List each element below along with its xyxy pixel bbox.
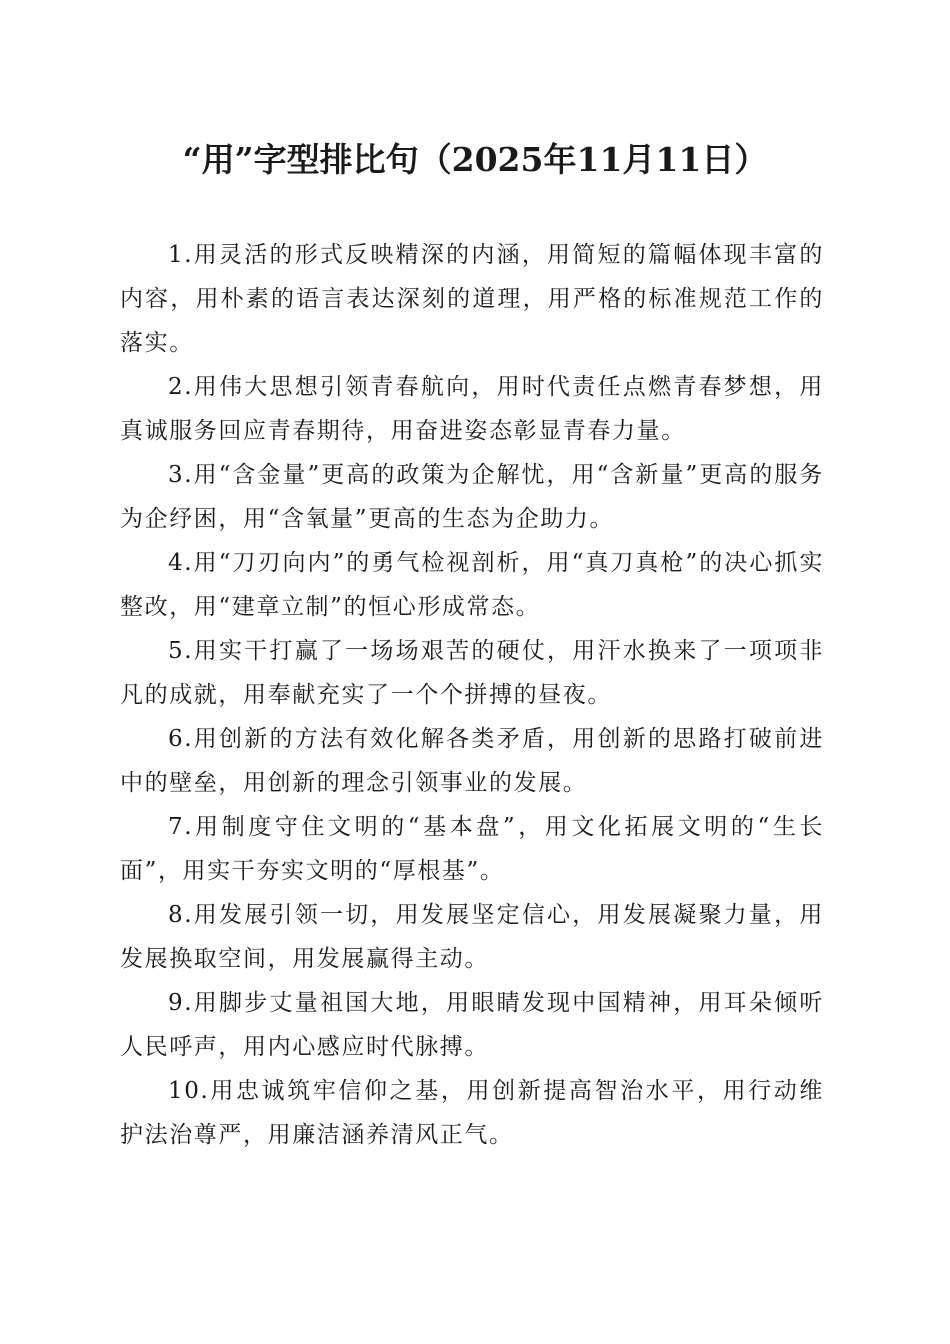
paragraph-8: 8.用发展引领一切，用发展坚定信心，用发展凝聚力量，用发展换取空间，用发展赢得主动。 (120, 902, 824, 972)
paragraph-6: 6.用创新的方法有效化解各类矛盾，用创新的思路打破前进中的壁垒，用创新的理念引领事业的发展。 (120, 726, 824, 796)
paragraph-1: 1.用灵活的形式反映精深的内涵，用简短的篇幅体现丰富的内容，用朴素的语言表达深刻的道理，用严格的标准规范工作的落实。 (120, 242, 824, 356)
paragraph-5: 5.用实干打赢了一场场艰苦的硬仗，用汗水换来了一项项非凡的成就，用奉献充实了一个个拼搏的昼夜。 (120, 638, 824, 708)
paragraph-9: 9.用脚步丈量祖国大地，用眼睛发现中国精神，用耳朵倾听人民呼声，用内心感应时代脉搏。 (120, 990, 824, 1060)
paragraph-7: 7.用制度守住文明的“基本盘”，用文化拓展文明的“生长面”，用实干夯实文明的“厚根基”。 (120, 814, 824, 884)
paragraph-10: 10.用忠诚筑牢信仰之基，用创新提高智治水平，用行动维护法治尊严，用廉洁涵养清风正气。 (120, 1078, 824, 1148)
document-body (120, 233, 824, 1157)
document-title: “用”字型排比句（2025年11月11日） (182, 140, 768, 179)
paragraph-3: 3.用“含金量”更高的政策为企解忧，用“含新量”更高的服务为企纾困，用“含氧量”更高的生态为企助力。 (120, 462, 824, 532)
paragraph-2: 2.用伟大思想引领青春航向，用时代责任点燃青春梦想，用真诚服务回应青春期待，用奋进姿态彰显青春力量。 (120, 374, 824, 444)
paragraph-4: 4.用“刀刃向内”的勇气检视剖析，用“真刀真枪”的决心抓实整改，用“建章立制”的恒心形成常态。 (120, 550, 824, 620)
